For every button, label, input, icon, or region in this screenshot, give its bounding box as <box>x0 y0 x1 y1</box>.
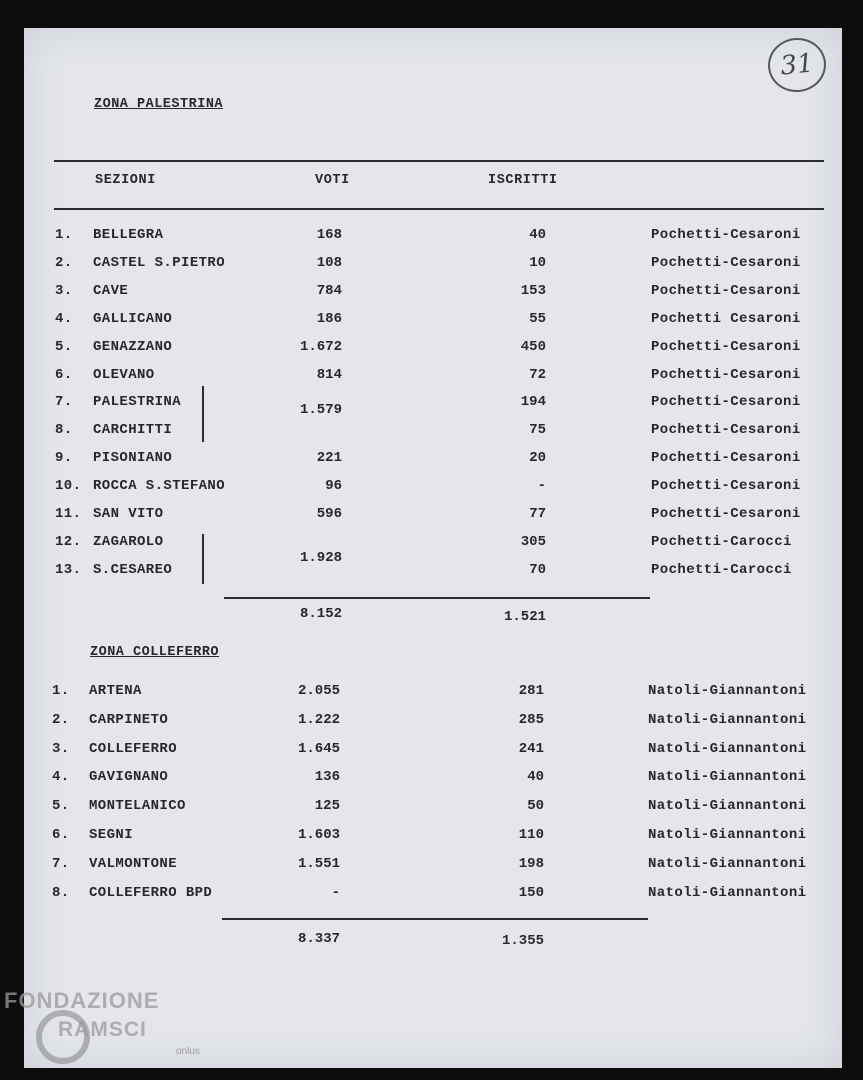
candidates: Natoli-Giannantoni <box>648 827 807 843</box>
col-header-iscritti: ISCRITTI <box>488 173 558 188</box>
row-voti: 96 <box>325 478 342 495</box>
section-name: COLLEFERRO BPD <box>89 884 213 901</box>
candidates: Natoli-Giannantoni <box>648 769 807 786</box>
total-rule <box>222 918 648 920</box>
candidates: Pochetti-Cesaroni <box>651 282 801 299</box>
col-header-voti: VOTI <box>315 173 350 188</box>
section-name: GENAZZANO <box>93 338 173 355</box>
row-iscritti: 285 <box>518 711 544 728</box>
header-rule-top <box>54 160 824 162</box>
row-iscritti: 72 <box>529 366 546 383</box>
row-number: 3. <box>55 282 73 299</box>
candidates: Natoli-Giannantoni <box>648 798 807 815</box>
candidates: Natoli-Giannantoni <box>648 855 807 872</box>
candidates: Pochetti-Cesaroni <box>651 338 801 355</box>
candidates: Pochetti-Cesaroni <box>651 450 801 467</box>
row-voti: 1.672 <box>299 338 342 355</box>
section-name: GALLICANO <box>93 310 173 327</box>
section-name: SEGNI <box>89 827 134 843</box>
row-number: 7. <box>55 394 73 411</box>
section-name: COLLEFERRO <box>89 740 178 757</box>
section-name: ROCCA S.STEFANO <box>93 478 226 495</box>
row-iscritti: 194 <box>520 394 546 411</box>
row-number: 1. <box>52 683 70 699</box>
page-number: 31 <box>765 35 828 95</box>
row-voti: 108 <box>316 254 342 271</box>
candidates: Pochetti-Cesaroni <box>651 254 801 271</box>
total-iscritti: 1.521 <box>503 609 546 625</box>
candidates: Pochetti-Cesaroni <box>651 506 801 522</box>
row-iscritti: - <box>537 478 546 495</box>
group-bracket <box>202 386 204 442</box>
group-bracket <box>202 534 204 584</box>
candidates: Natoli-Giannantoni <box>648 683 807 699</box>
candidates: Pochetti Cesaroni <box>651 310 801 327</box>
row-voti: 136 <box>314 769 340 786</box>
row-voti: 784 <box>316 282 342 299</box>
row-number: 10. <box>55 478 82 495</box>
row-iscritti: 40 <box>529 227 546 243</box>
section-name: OLEVANO <box>93 366 155 383</box>
section-name: PALESTRINA <box>93 394 182 411</box>
row-iscritti: 150 <box>518 884 544 901</box>
candidates: Pochetti-Cesaroni <box>651 478 801 495</box>
row-number: 4. <box>55 310 73 327</box>
section-name: BELLEGRA <box>93 227 164 243</box>
row-iscritti: 40 <box>527 769 544 786</box>
row-number: 8. <box>55 422 73 439</box>
row-number: 1. <box>55 227 73 243</box>
section-name: S.CESAREO <box>93 561 173 578</box>
row-voti: 221 <box>316 450 342 467</box>
section-name: VALMONTONE <box>89 855 178 872</box>
candidates: Pochetti-Cesaroni <box>651 227 801 243</box>
row-voti: 168 <box>316 227 342 243</box>
row-iscritti: 281 <box>518 683 544 699</box>
candidates: Natoli-Giannantoni <box>648 740 807 757</box>
total-voti: 8.152 <box>299 606 342 622</box>
candidates: Pochetti-Cesaroni <box>651 394 801 411</box>
col-header-sezioni: SEZIONI <box>95 173 156 188</box>
watermark-line1: FONDAZIONE <box>4 988 160 1013</box>
zone-title-colleferro: ZONA COLLEFERRO <box>90 645 220 660</box>
candidates: Pochetti-Carocci <box>651 533 792 550</box>
row-voti: 814 <box>316 366 342 383</box>
row-voti: 1.603 <box>297 827 340 843</box>
row-number: 6. <box>52 827 70 843</box>
row-voti: 186 <box>316 310 342 327</box>
row-iscritti: 241 <box>518 740 544 757</box>
section-name: CARPINETO <box>89 711 169 728</box>
watermark-line2: RAMSCI <box>58 1018 147 1041</box>
row-voti: 2.055 <box>297 683 340 699</box>
row-voti: 596 <box>316 506 342 522</box>
grouped-votes: 1.579 <box>299 402 342 418</box>
total-iscritti: 1.355 <box>501 933 544 949</box>
row-voti: 1.645 <box>297 740 340 757</box>
row-iscritti: 70 <box>529 561 546 578</box>
section-name: ZAGAROLO <box>93 533 164 550</box>
row-number: 5. <box>55 338 73 355</box>
row-voti: 125 <box>314 798 340 815</box>
row-number: 9. <box>55 450 73 467</box>
row-iscritti: 10 <box>529 254 546 271</box>
section-name: SAN VITO <box>93 506 164 522</box>
candidates: Natoli-Giannantoni <box>648 711 807 728</box>
row-iscritti: 75 <box>529 422 546 439</box>
row-number: 11. <box>55 506 82 522</box>
row-number: 7. <box>52 855 70 872</box>
section-name: PISONIANO <box>93 450 173 467</box>
row-voti: 1.222 <box>297 711 340 728</box>
row-iscritti: 50 <box>527 798 544 815</box>
candidates: Pochetti-Carocci <box>651 561 792 578</box>
candidates: Pochetti-Cesaroni <box>651 366 801 383</box>
section-name: CAVE <box>93 282 129 299</box>
row-number: 2. <box>52 711 70 728</box>
section-name: CARCHITTI <box>93 422 173 439</box>
watermark-suffix: onlus <box>176 1046 200 1057</box>
total-voti: 8.337 <box>297 931 340 947</box>
row-voti: - <box>331 884 340 901</box>
row-iscritti: 55 <box>529 310 546 327</box>
total-rule <box>224 597 650 599</box>
section-name: CASTEL S.PIETRO <box>93 254 226 271</box>
header-rule-bottom <box>54 208 824 210</box>
row-number: 4. <box>52 769 70 786</box>
row-iscritti: 450 <box>520 338 546 355</box>
row-number: 8. <box>52 884 70 901</box>
candidates: Pochetti-Cesaroni <box>651 422 801 439</box>
row-number: 3. <box>52 740 70 757</box>
row-number: 12. <box>55 533 82 550</box>
row-iscritti: 20 <box>529 450 546 467</box>
zone-title-palestrina: ZONA PALESTRINA <box>94 97 224 112</box>
row-iscritti: 77 <box>529 506 546 522</box>
row-voti: 1.551 <box>297 855 340 872</box>
row-iscritti: 110 <box>518 827 544 843</box>
row-iscritti: 153 <box>520 282 546 299</box>
grouped-votes: 1.928 <box>299 550 342 566</box>
row-number: 2. <box>55 254 73 271</box>
row-iscritti: 198 <box>518 855 544 872</box>
section-name: GAVIGNANO <box>89 769 169 786</box>
row-number: 6. <box>55 366 73 383</box>
candidates: Natoli-Giannantoni <box>648 884 807 901</box>
section-name: MONTELANICO <box>89 798 186 815</box>
section-name: ARTENA <box>89 683 142 699</box>
row-number: 5. <box>52 798 70 815</box>
row-iscritti: 305 <box>520 533 546 550</box>
row-number: 13. <box>55 561 82 578</box>
